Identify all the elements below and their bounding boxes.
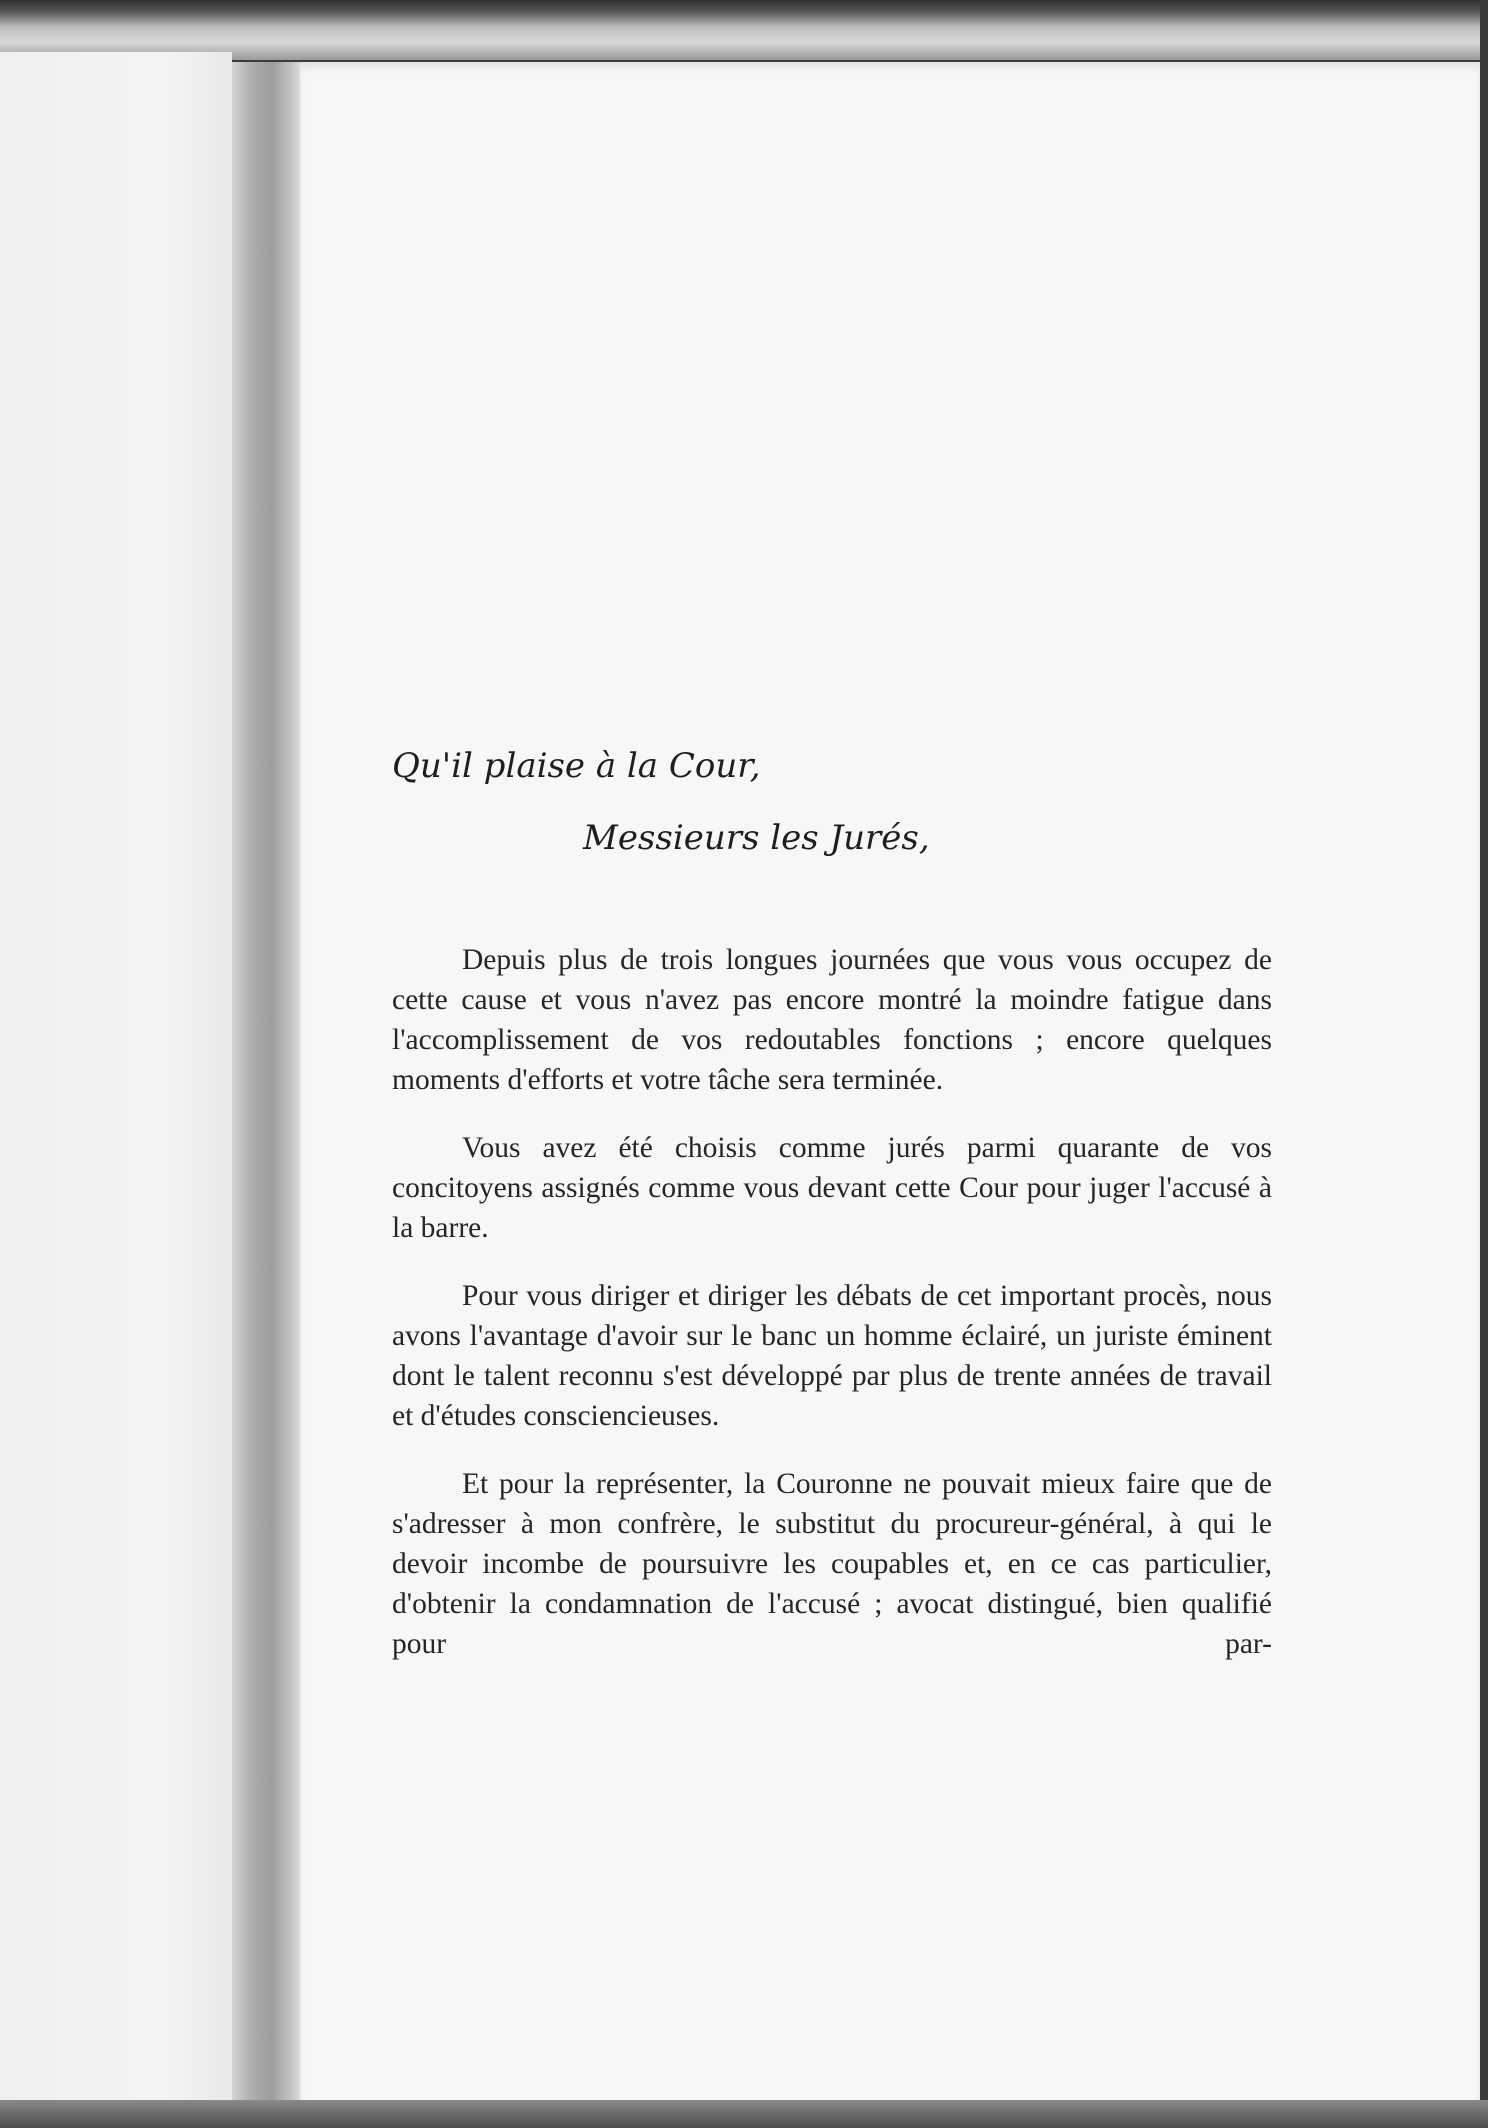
paragraph: Pour vous diriger et diriger les débats de cet important procès, nous avons l'avantage d'avoir sur le banc un homme éclairé, un juriste éminent dont le talent reconnu s'est développé par plus de trente années de travail et d'études consciencieuses. (392, 1280, 1272, 1432)
salutation-jurors: Messieurs les Jurés, (583, 818, 930, 858)
paragraph: Vous avez été choisis comme jurés parmi quarante de vos concitoyens assignés comme vous devant cette Cour pour juger l'accusé à la barre. (392, 1132, 1272, 1244)
body-text (392, 940, 1272, 1692)
scanner-bottom-edge (0, 2100, 1488, 2128)
paragraph: Depuis plus de trois longues journées que vous vous occupez de cette cause et vous n'avez pas encore montré la moindre fatigue dans l'accomplissement de vos redoutables fonctions ; encore quelques moments d'efforts et votre tâche sera terminée. (392, 944, 1272, 1096)
paragraph: Et pour la représenter, la Couronne ne pouvait mieux faire que de s'adresser à mon confrère, le substitut du procureur-général, à qui le devoir incombe de poursuivre les coupables et, en ce cas particulier, d'obtenir la condamnation de l'accusé ; avocat distingué, bien qualifié pour par- (392, 1468, 1272, 1660)
scanner-top-edge (0, 0, 1488, 60)
book-gutter-shadow (232, 62, 304, 2128)
scanner-right-edge (1480, 0, 1488, 2128)
previous-page-margin (0, 52, 232, 2128)
salutation-court: Qu'il plaise à la Cour, (392, 746, 761, 786)
